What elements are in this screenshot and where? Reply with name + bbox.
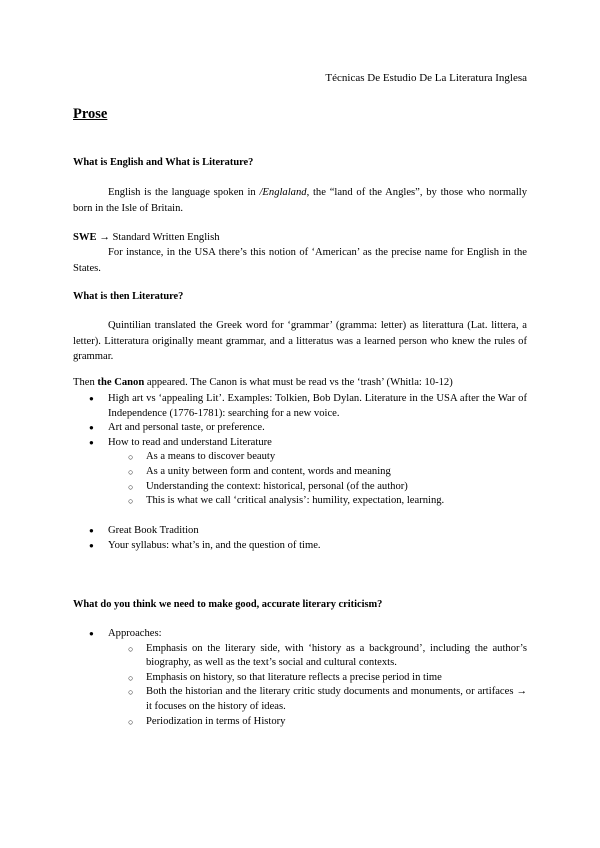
approaches-bullet-list bbox=[73, 627, 527, 729]
swe-abbrev: SWE bbox=[73, 232, 97, 243]
sub-bullet-list bbox=[108, 450, 527, 508]
list-item: ● Art and personal taste, or preference. bbox=[73, 421, 527, 436]
canon-bullet-list bbox=[73, 392, 527, 509]
heading-literary-criticism: What do you think we need to make good, accurate literary criticism? bbox=[73, 599, 383, 610]
paragraph-quintilian-text: Quintilian translated the Greek word for ‘grammar’ (gramma: letter) as literattura (Lat. littera, a letter). Litteratura originally meant grammar, and a litteratus was a learned person who knew the rules of grammar. bbox=[73, 320, 527, 362]
list-item: ● Great Book Tradition bbox=[73, 524, 527, 539]
paragraph-english-start: English is the language spoken in bbox=[108, 187, 260, 198]
sub-list-item: ○ Periodization in terms of History bbox=[108, 715, 527, 730]
canon-bold: the Canon bbox=[97, 377, 145, 388]
tradition-bullet-list bbox=[73, 524, 527, 553]
paragraph-english-end: , the “land of the Angles”, by those who normally born in the Isle of Britain. bbox=[73, 187, 528, 214]
page-title: Prose bbox=[73, 106, 108, 122]
list-item bbox=[73, 436, 527, 509]
paragraph-english bbox=[73, 185, 527, 216]
list-item bbox=[73, 627, 527, 729]
sub-list-item: ○ Emphasis on history, so that literature reflects a precise period in time bbox=[108, 671, 527, 686]
paragraph-usa-text: For instance, in the USA there’s this notion of ‘American’ as the precise name for English in the States. bbox=[73, 247, 527, 274]
canon-line bbox=[73, 377, 453, 388]
sub-list-item: ○ Understanding the context: historical, personal (of the author) bbox=[108, 480, 527, 495]
page-header: Técnicas De Estudio De La Literatura Inglesa bbox=[325, 72, 527, 84]
swe-line bbox=[73, 232, 220, 243]
sub-list-item: ○ As a means to discover beauty bbox=[108, 450, 527, 465]
sub-list-item: ○ Both the historian and the literary critic study documents and monuments, or artifaces → it focuses on the history of ideas. bbox=[108, 685, 527, 714]
heading-english-literature: What is English and What is Literature? bbox=[73, 157, 254, 168]
sub-list-item: ○ This is what we call ‘critical analysis’: humility, expectation, learning. bbox=[108, 494, 527, 509]
list-item-text: How to read and understand Literature bbox=[108, 436, 272, 448]
list-item-text: Approaches: bbox=[108, 628, 162, 639]
list-item: ● High art vs ‘appealing Lit’. Examples: Tolkien, Bob Dylan. Literature in the USA after the War of Independence (1776-1781): searching for a new voice. bbox=[73, 392, 527, 421]
sub-bullet-list bbox=[108, 642, 527, 730]
heading-then-literature: What is then Literature? bbox=[73, 291, 184, 302]
canon-end: appeared. The Canon is what must be read vs the ‘trash’ (Whitla: 10-12) bbox=[144, 377, 453, 388]
sub-list-item: ○ As a unity between form and content, words and meaning bbox=[108, 465, 527, 480]
paragraph-usa bbox=[73, 245, 527, 276]
paragraph-quintilian bbox=[73, 318, 527, 365]
canon-start: Then bbox=[73, 377, 98, 388]
paragraph-english-italic: /Englaland bbox=[259, 187, 307, 198]
swe-definition: → Standard Written English bbox=[96, 232, 220, 243]
list-item: ● Your syllabus: what’s in, and the question of time. bbox=[73, 539, 527, 554]
sub-list-item: ○ Emphasis on the literary side, with ‘history as a background’, including the author’s biography, as well as the text’s social and cultural contexts. bbox=[108, 642, 527, 671]
